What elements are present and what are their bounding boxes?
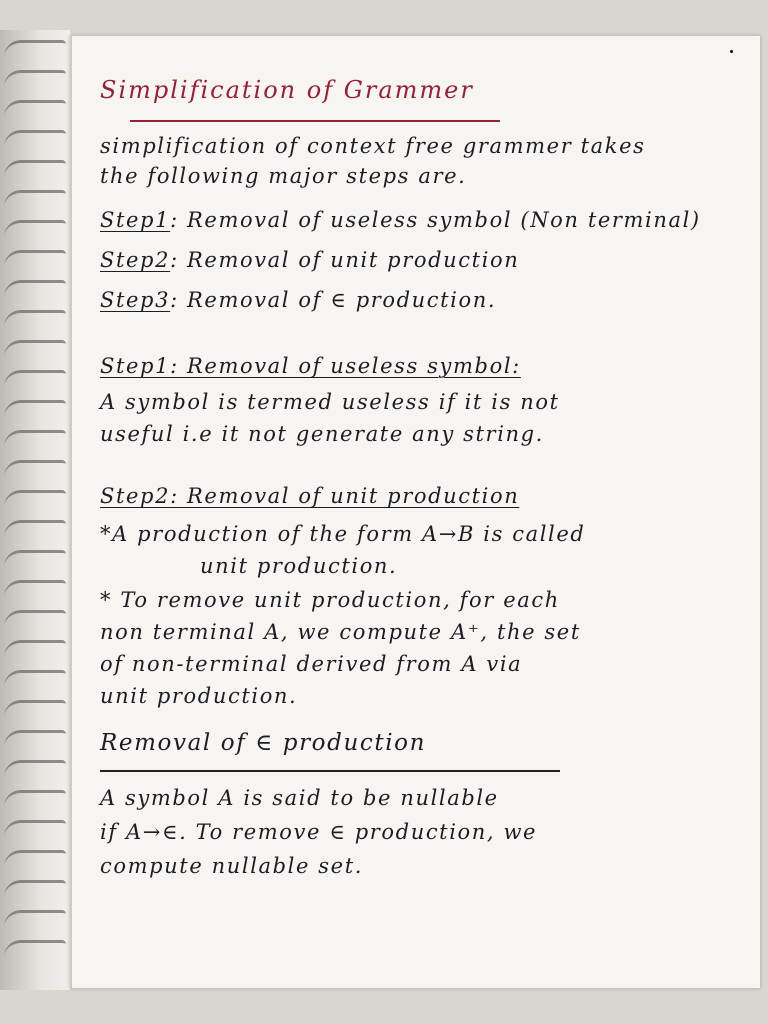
step1-summary bbox=[100, 208, 754, 232]
binding-coil bbox=[4, 280, 66, 297]
page-title: Simplification of Grammer bbox=[100, 76, 474, 104]
binding-coil bbox=[4, 100, 66, 117]
binding-coil bbox=[4, 490, 66, 507]
binding-coil bbox=[4, 850, 66, 867]
binding-coil bbox=[4, 610, 66, 627]
epsilon-heading: Removal of ∈ production bbox=[100, 730, 427, 756]
binding-coil bbox=[4, 880, 66, 897]
title-underline bbox=[130, 120, 500, 122]
epsilon-body-line-1: A symbol A is said to be nullable bbox=[100, 786, 499, 810]
step1-summary-text: : Removal of useless symbol (Non terminal) bbox=[170, 208, 701, 232]
binding-coil bbox=[4, 730, 66, 747]
binding-coil bbox=[4, 40, 66, 57]
step2-heading-text: : Removal of unit production bbox=[170, 484, 520, 508]
step1-heading-text: : Removal of useless symbol: bbox=[170, 354, 521, 378]
binding-coil bbox=[4, 190, 66, 207]
binding-coil bbox=[4, 160, 66, 177]
epsilon-heading-underline bbox=[100, 770, 560, 772]
binding-coil bbox=[4, 760, 66, 777]
binding-coil bbox=[4, 940, 66, 957]
step2-label: Step2 bbox=[100, 248, 171, 272]
step2-heading bbox=[100, 484, 754, 508]
step3-summary bbox=[100, 288, 754, 312]
binding-coil bbox=[4, 370, 66, 387]
binding-coil bbox=[4, 400, 66, 417]
step1-label: Step1 bbox=[100, 208, 171, 232]
binding-coil bbox=[4, 310, 66, 327]
step1-body-line-1: A symbol is termed useless if it is not bbox=[100, 390, 560, 414]
epsilon-body-line-2: if A→∈. To remove ∈ production, we bbox=[100, 820, 538, 844]
step1-body-line-2: useful i.e it not generate any string. bbox=[100, 422, 544, 446]
epsilon-body-line-3: compute nullable set. bbox=[100, 854, 364, 878]
step3-summary-text: : Removal of ∈ production. bbox=[170, 288, 497, 312]
intro-line-1: simplification of context free grammer takes bbox=[100, 134, 646, 158]
step2-body-line-3: * To remove unit production, for each bbox=[100, 588, 560, 612]
binding-coil bbox=[4, 250, 66, 267]
binding-coil bbox=[4, 550, 66, 567]
binding-coil bbox=[4, 220, 66, 237]
intro-line-2: the following major steps are. bbox=[100, 164, 467, 188]
binding-coil bbox=[4, 790, 66, 807]
step2-body-line-1: *A production of the form A→B is called bbox=[100, 522, 586, 546]
step2-body-line-2: unit production. bbox=[200, 554, 398, 578]
binding-coil bbox=[4, 130, 66, 147]
step1-heading-label: Step1 bbox=[100, 354, 171, 378]
ink-dot bbox=[730, 50, 733, 53]
step2-heading-label: Step2 bbox=[100, 484, 171, 508]
step2-summary bbox=[100, 248, 754, 272]
step2-summary-text: : Removal of unit production bbox=[170, 248, 520, 272]
binding-coil bbox=[4, 70, 66, 87]
step2-body-line-6: unit production. bbox=[100, 684, 298, 708]
spiral-binding bbox=[0, 30, 70, 990]
binding-coil bbox=[4, 460, 66, 477]
binding-coil bbox=[4, 670, 66, 687]
step2-body-line-5: of non-terminal derived from A via bbox=[100, 652, 523, 676]
notebook-page bbox=[70, 36, 760, 988]
binding-coil bbox=[4, 820, 66, 837]
step1-heading bbox=[100, 354, 754, 378]
binding-coil bbox=[4, 640, 66, 657]
page-margin-line bbox=[70, 36, 72, 988]
step3-label: Step3 bbox=[100, 288, 171, 312]
binding-coil bbox=[4, 910, 66, 927]
binding-coil bbox=[4, 430, 66, 447]
binding-coil bbox=[4, 580, 66, 597]
binding-coil bbox=[4, 340, 66, 357]
binding-coil bbox=[4, 700, 66, 717]
step2-body-line-4: non terminal A, we compute A⁺, the set bbox=[100, 620, 581, 644]
binding-coil bbox=[4, 520, 66, 537]
